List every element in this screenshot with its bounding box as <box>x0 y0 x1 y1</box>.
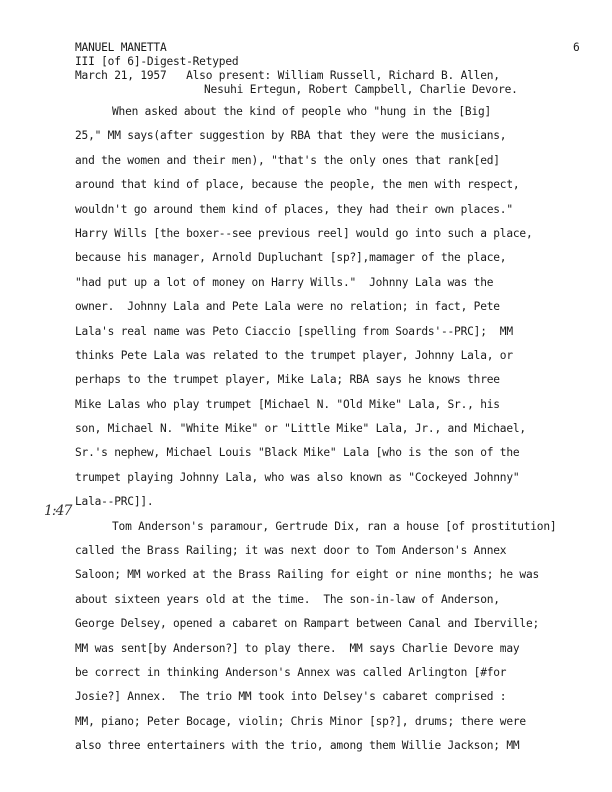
text-line: Josie?] Annex. The trio MM took into Delsey's cabaret comprised : <box>75 690 507 704</box>
text-line: called the Brass Railing; it was next door to Tom Anderson's Annex <box>75 544 507 558</box>
text-line: MM, piano; Peter Bocage, violin; Chris Minor [sp?], drums; there were <box>75 714 526 728</box>
text-line: because his manager, Arnold Dupluchant [sp?],mamager of the place, <box>75 251 507 265</box>
text-line: also three entertainers with the trio, among them Willie Jackson; MM <box>75 739 520 753</box>
text-line: son, Michael N. "White Mike" or "Little Mike" Lala, Jr., and Michael, <box>75 422 526 436</box>
header-date-line: March 21, 1957 Also present: William Russell, Richard B. Allen, <box>75 69 500 82</box>
text-line: George Delsey, opened a cabaret on Rampart between Canal and Iberville; <box>75 617 540 631</box>
text-line: about sixteen years old at the time. The son-in-law of Anderson, <box>75 592 500 606</box>
text-line: "had put up a lot of money on Harry Wills." Johnny Lala was the <box>75 275 494 289</box>
text-line: When asked about the kind of people who "hung in the [Big] <box>112 105 492 118</box>
margin-note: 1:47 <box>44 503 72 519</box>
text-line: be correct in thinking Anderson's Annex was called Arlington [#for <box>75 665 507 679</box>
text-line: and the women and their men), "that's the only ones that rank[ed] <box>75 153 500 167</box>
text-line: perhaps to the trumpet player, Mike Lala; RBA says he knows three <box>75 373 500 387</box>
text-line: MM was sent[by Anderson?] to play there. MM says Charlie Devore may <box>75 641 520 655</box>
header-present-continued: Nesuhi Ertegun, Robert Campbell, Charlie Devore. <box>204 83 518 96</box>
header-reel: III [of 6]-Digest-Retyped <box>75 55 239 68</box>
header-name: MANUEL MANETTA <box>75 41 167 54</box>
text-line: Saloon; MM worked at the Brass Railing for eight or nine months; he was <box>75 568 540 582</box>
text-line: Lala's real name was Peto Ciaccio [spelling from Soards'--PRC]; MM <box>75 324 513 338</box>
body-text <box>75 100 595 759</box>
text-line: thinks Pete Lala was related to the trumpet player, Johnny Lala, or <box>75 348 513 362</box>
text-line: wouldn't go around them kind of places, they had their own places." <box>75 202 513 216</box>
text-line: around that kind of place, because the people, the men with respect, <box>75 178 520 192</box>
page-number: 6 <box>573 41 580 54</box>
text-line: Tom Anderson's paramour, Gertrude Dix, ran a house [of prostitution] <box>112 519 557 533</box>
text-line: Lala--PRC]]. <box>75 495 154 509</box>
text-line: Sr.'s nephew, Michael Louis "Black Mike" Lala [who is the son of the <box>75 446 520 460</box>
text-line: Mike Lalas who play trumpet [Michael N. "Old Mike" Lala, Sr., his <box>75 397 500 411</box>
text-line: 25," MM says(after suggestion by RBA that they were the musicians, <box>75 129 507 143</box>
text-line: Harry Wills [the boxer--see previous reel] would go into such a place, <box>75 226 533 240</box>
text-line: owner. Johnny Lala and Pete Lala were no relation; in fact, Pete <box>75 300 500 314</box>
text-line: trumpet playing Johnny Lala, who was also known as "Cockeyed Johnny" <box>75 470 520 484</box>
